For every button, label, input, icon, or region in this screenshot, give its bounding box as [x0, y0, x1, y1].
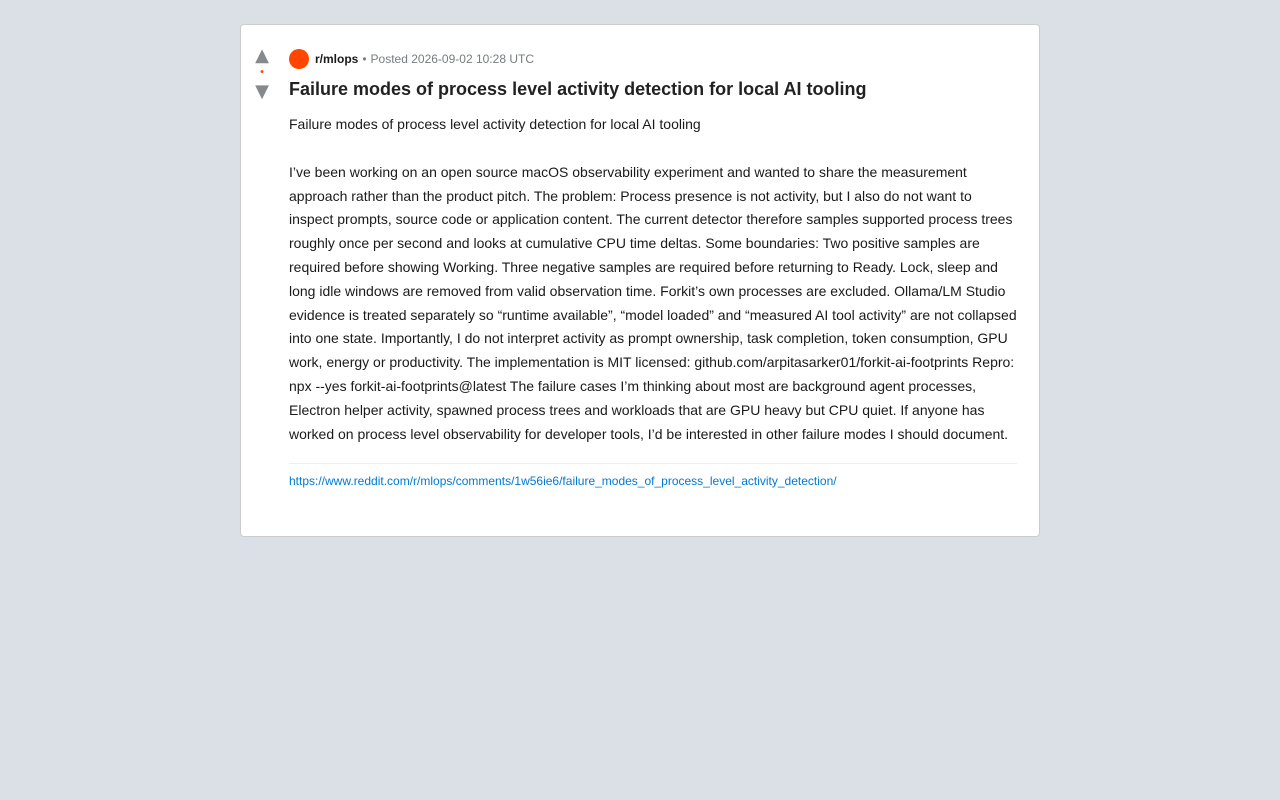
upvote-arrow-icon[interactable]: ▲ — [255, 45, 269, 66]
subreddit-link[interactable]: r/mlops — [315, 52, 359, 66]
post-title[interactable]: Failure modes of process level activity detection for local AI tooling — [289, 79, 867, 99]
post-meta — [289, 49, 1017, 69]
downvote-arrow-icon[interactable]: ▼ — [255, 81, 269, 102]
posted-timestamp: Posted 2026-09-02 10:28 UTC — [370, 52, 534, 66]
post-paragraph: Failure modes of process level activity detection for local AI tooling — [289, 116, 701, 132]
post-body — [289, 49, 1017, 489]
vote-score: • — [260, 67, 264, 78]
vote-column — [241, 47, 283, 101]
post-text — [289, 113, 1017, 446]
post-card — [240, 24, 1040, 537]
subreddit-avatar-icon[interactable] — [289, 49, 309, 69]
permalink-link[interactable]: https://www.reddit.com/r/mlops/comments/1w56ie6/failure_modes_of_process_level_activity_detection/ — [289, 474, 837, 489]
divider — [289, 463, 1017, 464]
meta-separator: • — [362, 52, 367, 66]
post-paragraph: I’ve been working on an open source macOS observability experiment and wanted to share the measurement approach rather than the product pitch. The problem: Process presence is not activity, but I also do not want to inspect prompts, source code or application content. The current detector therefore samples supported process trees roughly once per second and looks at cumulative CPU time deltas. Some boundaries: Two positive samples are required before showing Working. Three negative samples are required before returning to Ready. Lock, sleep and long idle windows are removed from valid observation time. Forkit’s own processes are excluded. Ollama/LM Studio evidence is treated separately so “runtime available”, “model loaded” and “measured AI tool activity” are not collapsed into one state. Importantly, I do not interpret activity as prompt ownership, task completion, token consumption, GPU work, energy or productivity. The implementation is MIT licensed: github.com/arpitasarker01/forkit-ai-footprints Repro: npx --yes forkit-ai-footprints@latest The failure cases I’m thinking about most are background agent processes, Electron helper activity, spawned process trees and workloads that are GPU heavy but CPU quiet. If anyone has worked on process level observability for developer tools, I’d be interested in other failure modes I should document. — [289, 163, 1017, 442]
